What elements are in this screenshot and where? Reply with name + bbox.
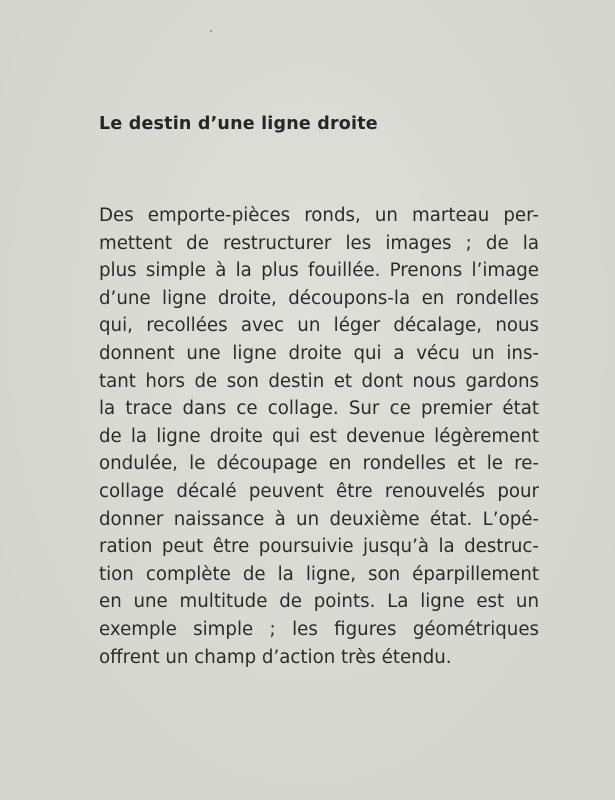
- text-line: exemple simple ; les figures géométriques: [99, 618, 539, 640]
- body-paragraph: [99, 202, 539, 671]
- text-line: collage décalé peuvent être renouvelés pour: [99, 480, 539, 502]
- page-title: Le destin d’une ligne droite: [99, 114, 378, 134]
- text-line: mettent de restructurer les images ; de la: [99, 232, 539, 254]
- text-line: offrent un champ d’action très étendu.: [99, 646, 452, 668]
- text-line: tant hors de son destin et dont nous gardons: [99, 370, 539, 392]
- text-line: donner naissance à un deuxième état. L’opé-: [99, 508, 539, 530]
- text-line: d’une ligne droite, découpons-la en rondelles: [99, 287, 539, 309]
- text-line: qui, recollées avec un léger décalage, nous: [99, 315, 539, 337]
- text-line: donnent une ligne droite qui a vécu un ins-: [99, 342, 539, 364]
- text-line: tion complète de la ligne, son éparpillement: [99, 563, 539, 585]
- text-line: la trace dans ce collage. Sur ce premier état: [99, 398, 539, 420]
- text-line: plus simple à la plus fouillée. Prenons l’image: [99, 260, 539, 282]
- text-line: ondulée, le découpage en rondelles et le re-: [99, 453, 539, 475]
- text-line: en une multitude de points. La ligne est un: [99, 591, 539, 613]
- text-line: de la ligne droite qui est devenue légèrement: [99, 425, 539, 447]
- text-line: ration peut être poursuivie jusqu’à la destruc-: [99, 536, 539, 558]
- text-line: Des emporte-pièces ronds, un marteau per-: [99, 205, 539, 226]
- paper-speck: [210, 30, 212, 32]
